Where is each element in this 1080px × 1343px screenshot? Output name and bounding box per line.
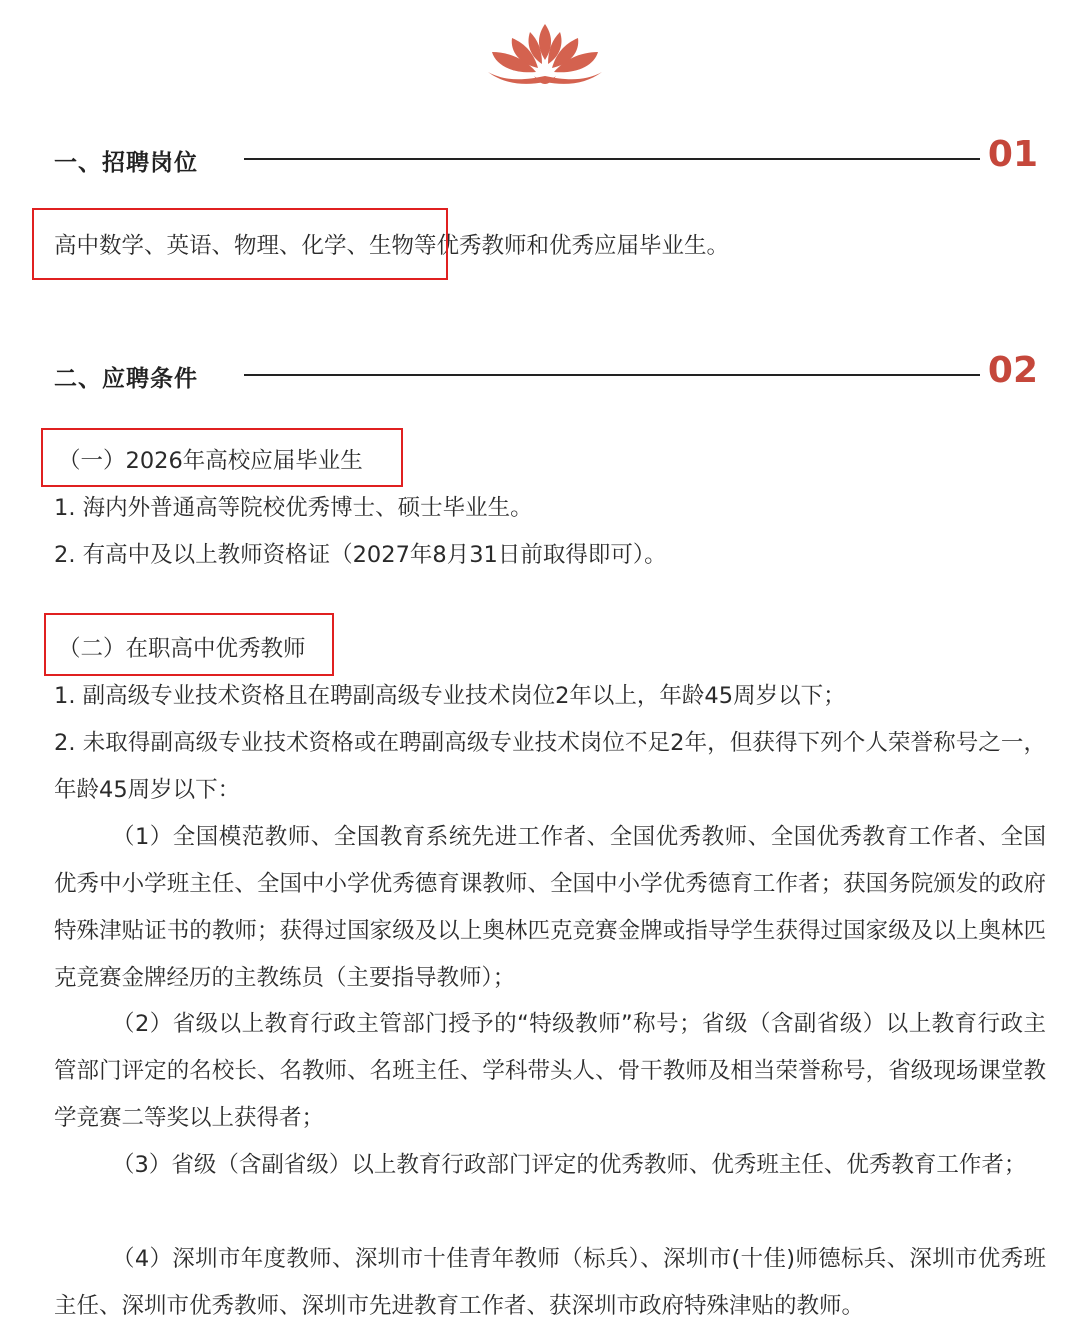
- section-header-1: [54, 134, 1038, 178]
- divider-line: [244, 374, 980, 376]
- recruitment-positions-text: 高中数学、英语、物理、化学、生物等优秀教师和优秀应届毕业生。: [54, 233, 730, 259]
- honor-item: （2）省级以上教育行政主管部门授予的“特级教师”称号；省级（含副省级）以上教育行政主管部门评定的名校长、名教师、名班主任、学科带头人、骨干教师及相当荣誉称号，省级现场课堂教学竞赛二等奖以上获得者；: [54, 1011, 1046, 1131]
- subsection-heading: （二）在职高中优秀教师: [58, 636, 306, 662]
- section-number: 01: [987, 134, 1038, 175]
- section-number: 02: [987, 350, 1038, 391]
- subsection-heading: （一）2026年高校应届毕业生: [58, 448, 363, 474]
- list-item: 1. 副高级专业技术资格且在聘副高级专业技术岗位2年以上，年龄45周岁以下；: [54, 683, 846, 709]
- honor-item: （1）全国模范教师、全国教育系统先进工作者、全国优秀教师、全国优秀教育工作者、全国优秀中小学班主任、全国中小学优秀德育课教师、全国中小学优秀德育工作者；获国务院颁发的政府特殊津贴证书的教师；获得过国家级及以上奥林匹克竞赛金牌或指导学生获得过国家级及以上奥林匹克竞赛金牌经历的主教练员（主要指导教师）；: [54, 824, 1046, 991]
- list-item: 1. 海内外普通高等院校优秀博士、硕士毕业生。: [54, 495, 533, 521]
- section-title: 二、应聘条件: [54, 366, 198, 392]
- list-item: 2. 未取得副高级专业技术资格或在聘副高级专业技术岗位不足2年，但获得下列个人荣誉称号之一，年龄45周岁以下：: [54, 730, 1046, 803]
- honor-item: （4）深圳市年度教师、深圳市十佳青年教师（标兵）、深圳市(十佳)师德标兵、深圳市优秀班主任、深圳市优秀教师、深圳市先进教育工作者、获深圳市政府特殊津贴的教师。: [54, 1246, 1046, 1319]
- highlight-box: [41, 428, 403, 487]
- section-title: 一、招聘岗位: [54, 150, 198, 176]
- lotus-icon: [486, 22, 604, 86]
- section-header-2: [54, 350, 1038, 394]
- highlight-box: [44, 613, 334, 676]
- divider-line: [244, 158, 980, 160]
- honor-item: （3）省级（含副省级）以上教育行政部门评定的优秀教师、优秀班主任、优秀教育工作者；: [112, 1152, 1027, 1178]
- highlight-box: [32, 208, 448, 280]
- list-item: 2. 有高中及以上教师资格证（2027年8月31日前取得即可）。: [54, 542, 667, 568]
